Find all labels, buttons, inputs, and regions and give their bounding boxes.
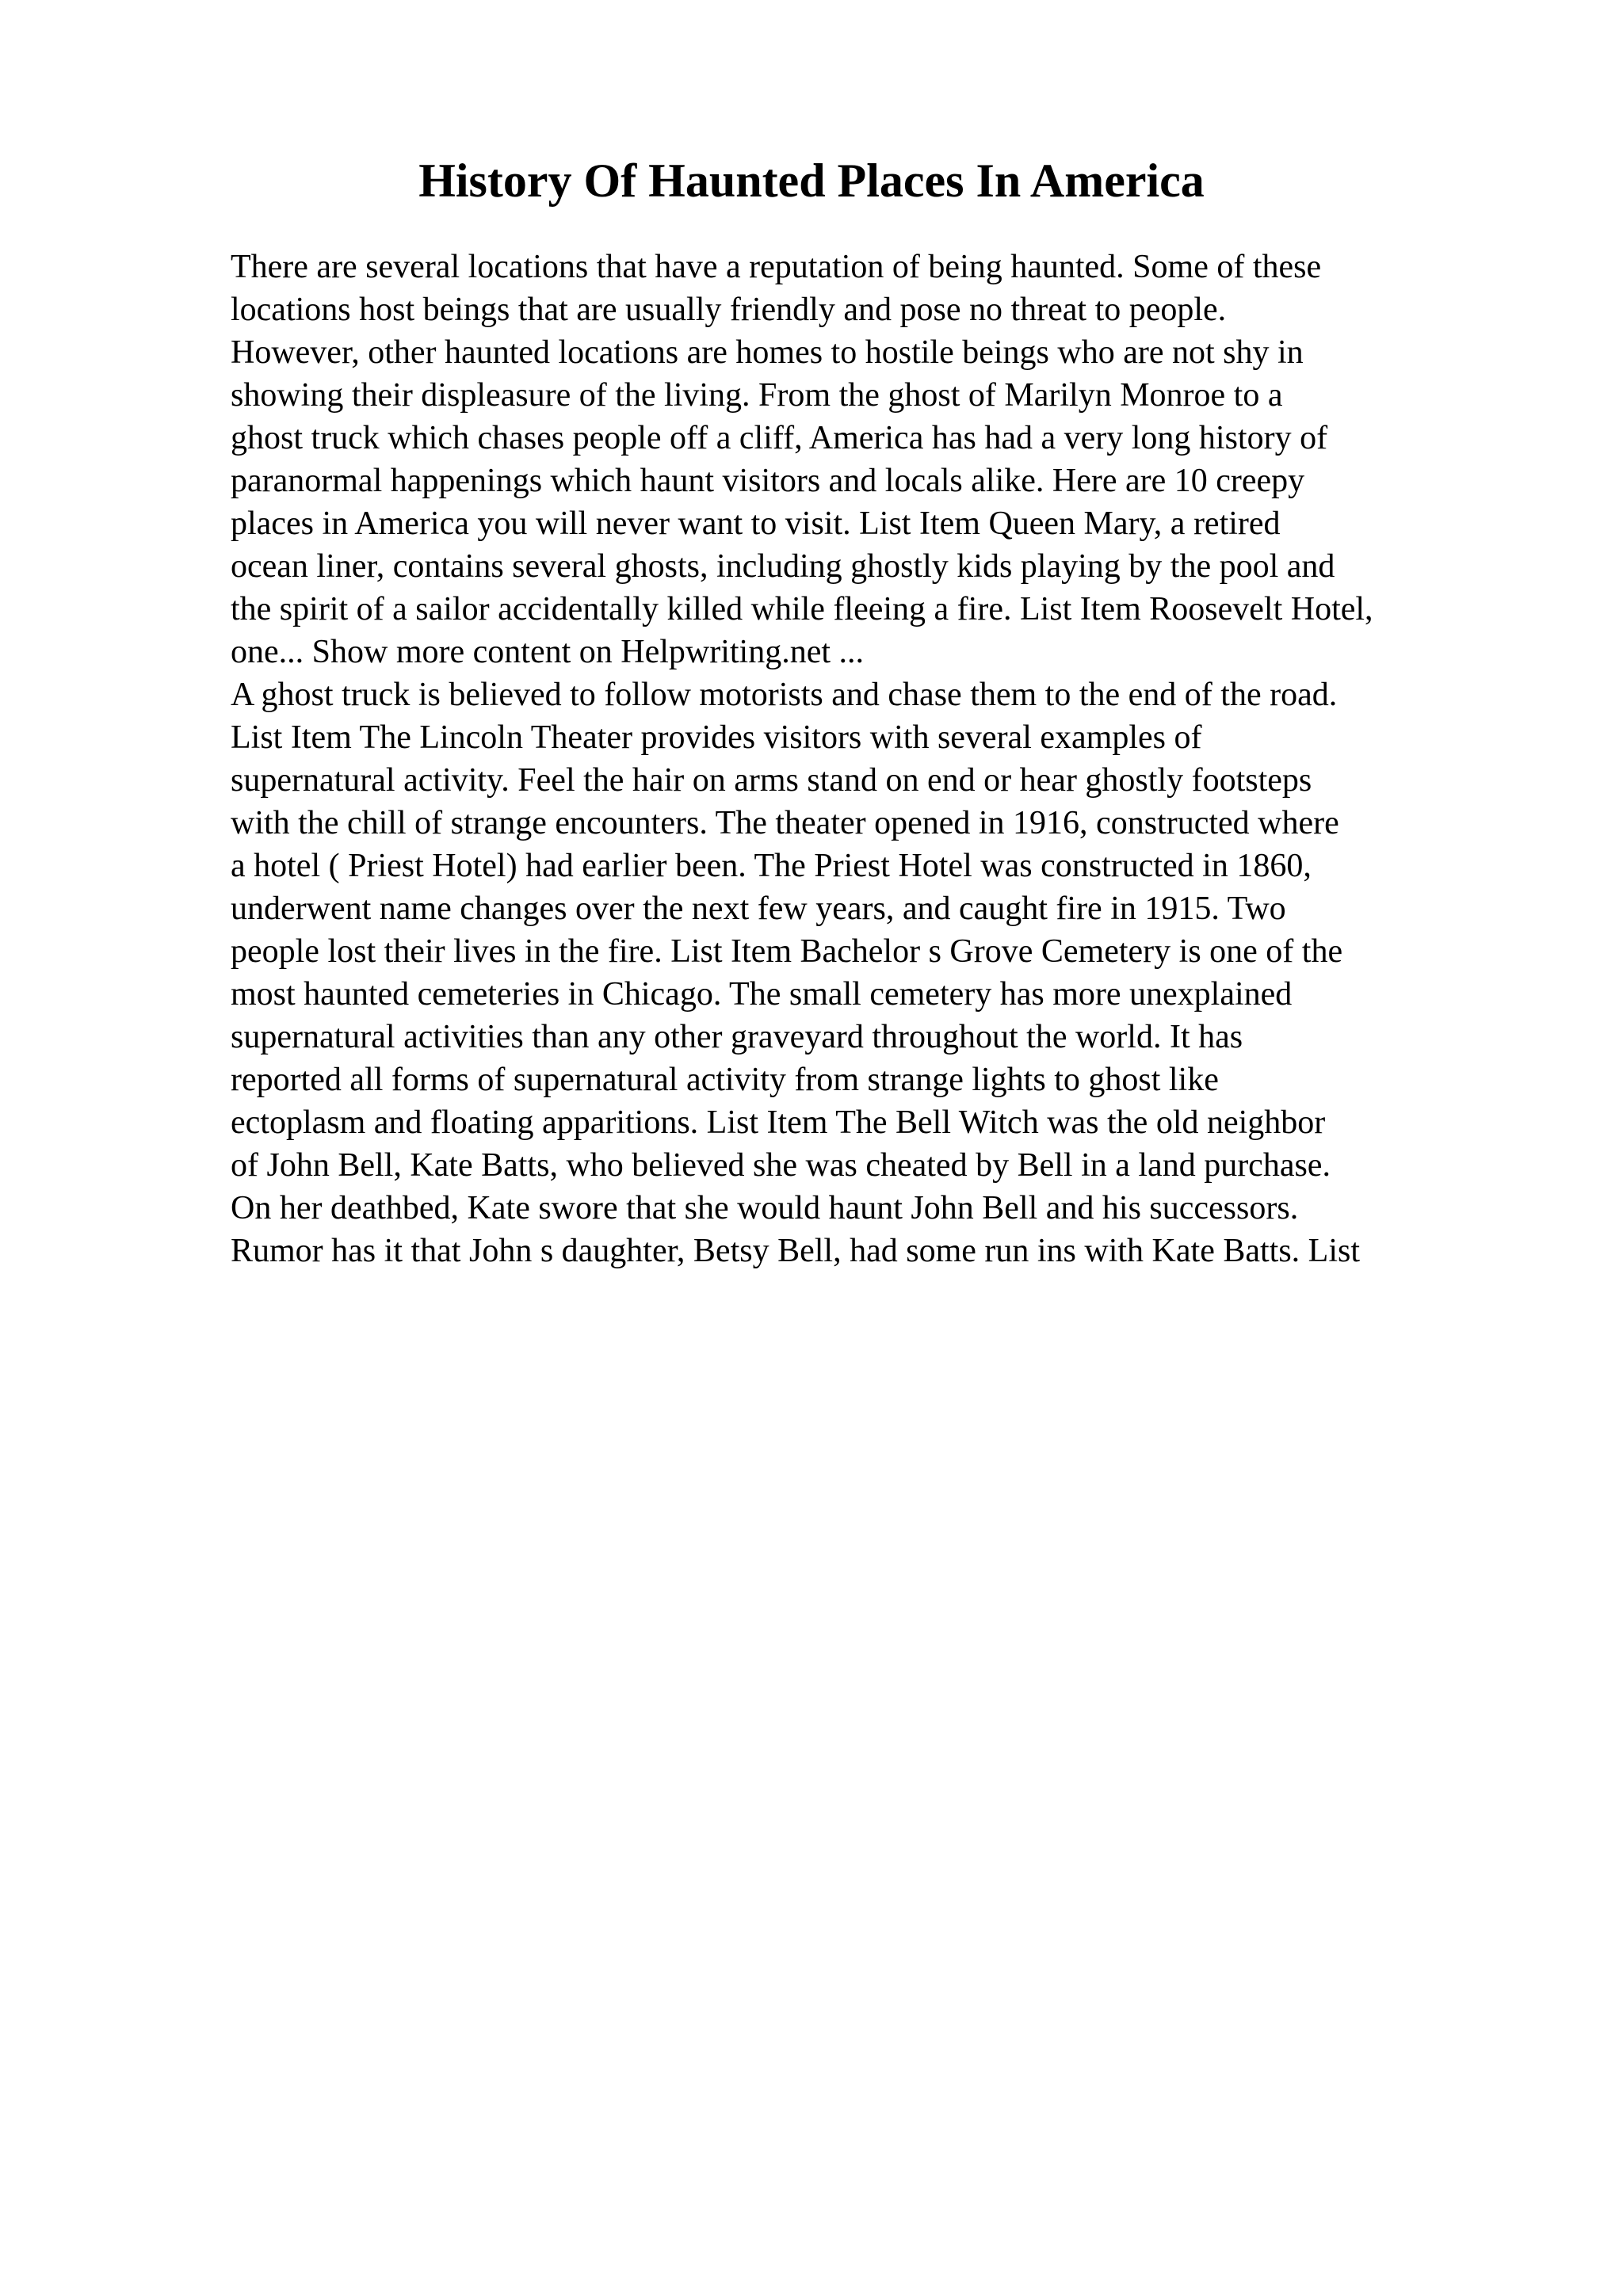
body-line: supernatural activity. Feel the hair on arms stand on end or hear ghostly footsteps [231,762,1312,799]
body-line: people lost their lives in the fire. List Item Bachelor s Grove Cemetery is one of the [231,933,1343,970]
body-line: However, other haunted locations are homes to hostile beings who are not shy in [231,334,1304,371]
document-title: History Of Haunted Places In America [418,154,1205,207]
body-line: the spirit of a sailor accidentally killed while fleeing a fire. List Item Roosevelt Hotel, [231,591,1373,627]
body-line: one... Show more content on Helpwriting.net ... [231,634,865,670]
body-line: ghost truck which chases people off a cliff, America has had a very long history of [231,420,1328,456]
body-line: List Item The Lincoln Theater provides visitors with several examples of [231,719,1202,756]
body-line: underwent name changes over the next few years, and caught fire in 1915. Two [231,891,1286,927]
body-line: ocean liner, contains several ghosts, including ghostly kids playing by the pool and [231,548,1335,585]
body-line: places in America you will never want to visit. List Item Queen Mary, a retired [231,505,1281,542]
body-line: a hotel ( Priest Hotel) had earlier been. The Priest Hotel was constructed in 1860, [231,848,1312,884]
body-line: of John Bell, Kate Batts, who believed she was cheated by Bell in a land purchase. [231,1147,1331,1184]
body-line: A ghost truck is believed to follow motorists and chase them to the end of the road. [231,677,1338,713]
body-line: Rumor has it that John s daughter, Betsy Bell, had some run ins with Kate Batts. List [231,1233,1361,1269]
body-line: showing their displeasure of the living. From the ghost of Marilyn Monroe to a [231,377,1283,414]
body-line: supernatural activities than any other graveyard throughout the world. It has [231,1019,1243,1055]
body-line: locations host beings that are usually friendly and pose no threat to people. [231,292,1227,328]
document-body [231,246,1514,1272]
body-line: with the chill of strange encounters. The theater opened in 1916, constructed where [231,805,1339,841]
body-line: paranormal happenings which haunt visitors and locals alike. Here are 10 creepy [231,463,1305,499]
body-line: reported all forms of supernatural activity from strange lights to ghost like [231,1062,1219,1098]
body-line: There are several locations that have a reputation of being haunted. Some of these [231,249,1322,285]
body-line: On her deathbed, Kate swore that she would haunt John Bell and his successors. [231,1190,1299,1226]
body-line: most haunted cemeteries in Chicago. The small cemetery has more unexplained [231,976,1293,1013]
body-line: ectoplasm and floating apparitions. List Item The Bell Witch was the old neighbor [231,1104,1326,1141]
